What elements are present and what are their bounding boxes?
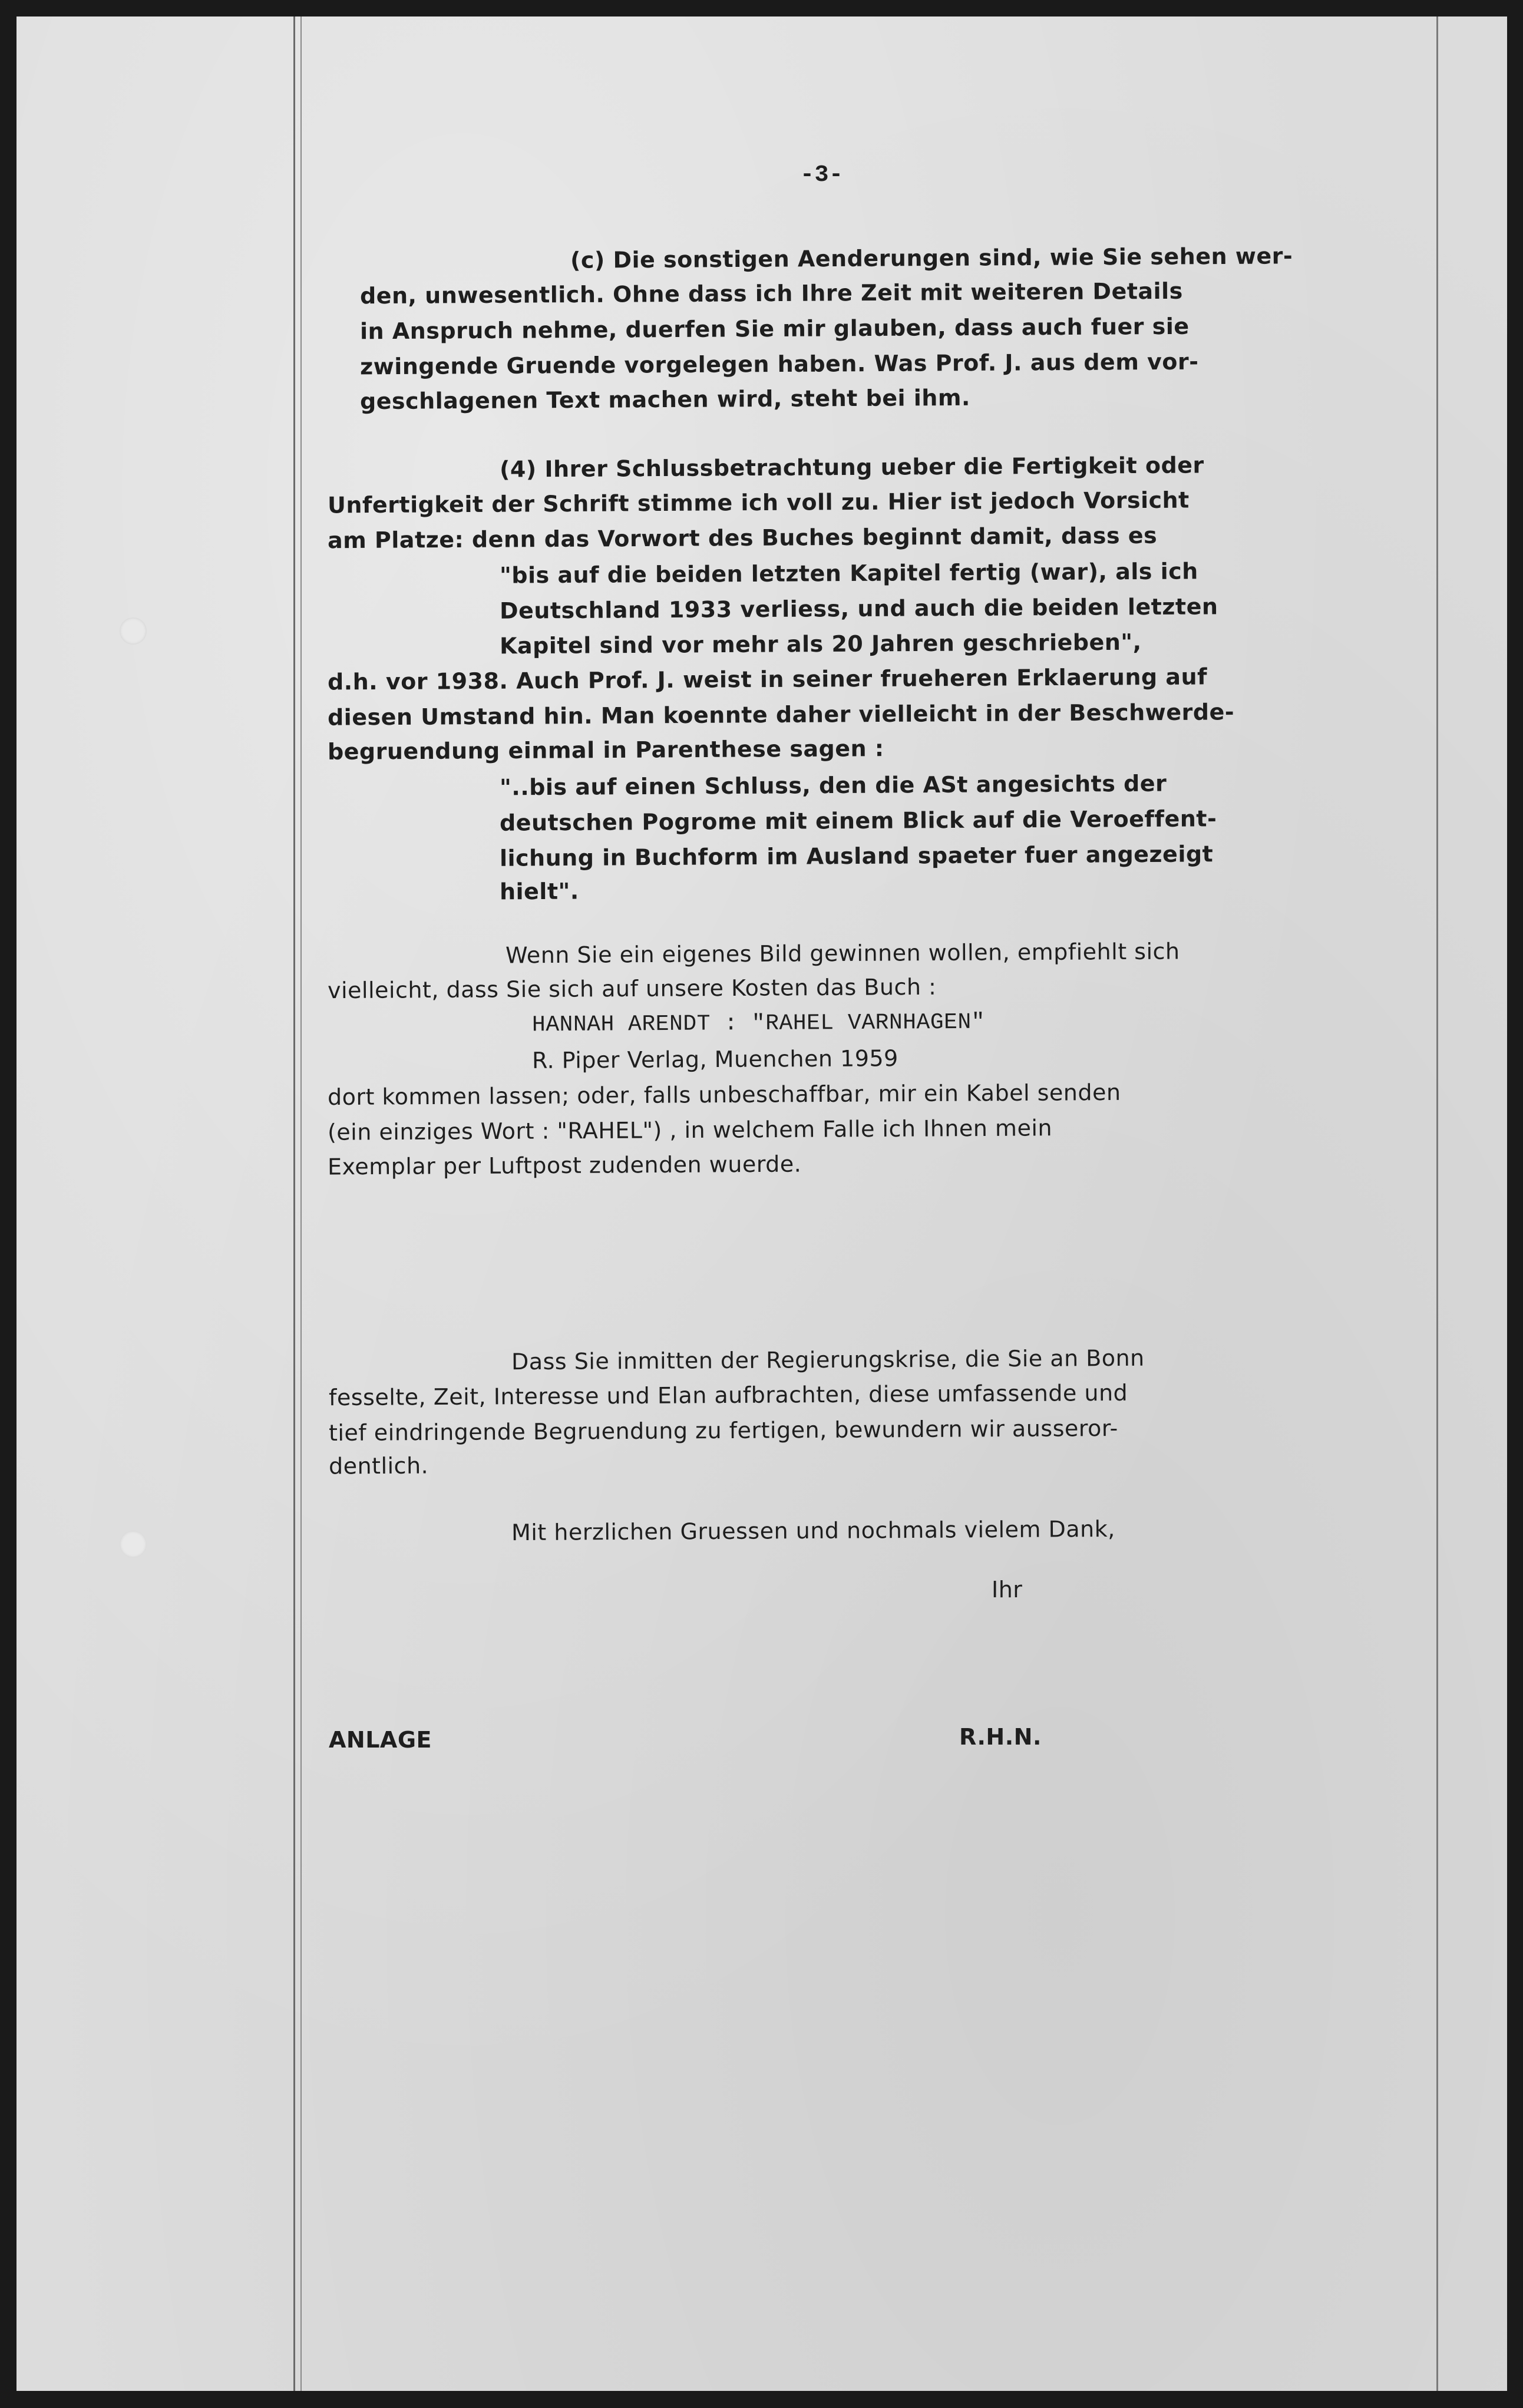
quotation-line: "..bis auf einen Schluss, den die ASt angesichts der — [499, 770, 1167, 801]
thanks-paragraph-line: dentlich. — [328, 1452, 429, 1479]
margin-rule — [293, 16, 295, 2391]
section-4-line: begruendung einmal in Parenthese sagen : — [327, 735, 884, 765]
quotation-line: "bis auf die beiden letzten Kapitel fertig (war), als ich — [499, 558, 1198, 589]
section-c-line: den, unwesentlich. Ohne dass ich Ihre Zeit mit weiteren Details — [359, 278, 1183, 309]
book-paragraph-line: vielleicht, dass Sie sich auf unsere Kosten das Buch : — [327, 973, 937, 1004]
punch-hole — [120, 1531, 147, 1558]
section-4-line: am Platze: denn das Vorwort des Buches beginnt damit, dass es — [327, 522, 1158, 554]
section-c-line: geschlagenen Text machen wird, steht bei ihm. — [359, 384, 971, 415]
section-4-line: (4) Ihrer Schlussbetrachtung ueber die Fertigkeit oder — [499, 452, 1204, 483]
quotation-line: lichung in Buchform im Ausland spaeter fuer angezeigt — [499, 841, 1214, 871]
section-4-line: d.h. vor 1938. Auch Prof. J. weist in seiner frueheren Erklaerung auf — [327, 663, 1208, 695]
book-paragraph-line: dort kommen lassen; oder, falls unbeschaffbar, mir ein Kabel senden — [327, 1079, 1121, 1111]
quotation-line: hielt". — [499, 878, 579, 905]
thanks-paragraph-line: fesselte, Zeit, Interesse und Elan aufbrachten, diese umfassende und — [328, 1379, 1128, 1411]
book-paragraph-line: (ein einziges Wort : "RAHEL") , in welchem Falle ich Ihnen mein — [327, 1115, 1053, 1145]
section-4-line: diesen Umstand hin. Man koennte daher vielleicht in der Beschwerde- — [327, 699, 1235, 731]
closing-line: Mit herzlichen Gruessen und nochmals vielem Dank, — [511, 1515, 1115, 1546]
quotation-line: Deutschland 1933 verliess, und auch die beiden letzten — [499, 593, 1218, 624]
section-4-line: Unfertigkeit der Schrift stimme ich voll zu. Hier ist jedoch Vorsicht — [327, 487, 1190, 518]
document-page — [16, 16, 1507, 2391]
thanks-paragraph-line: tief eindringende Begruendung zu fertigen, bewundern wir ausseror- — [328, 1415, 1118, 1446]
section-c-line: zwingende Gruende vorgelegen haben. Was Prof. J. aus dem vor- — [359, 348, 1199, 380]
quotation-line: deutschen Pogrome mit einem Blick auf die Veroeffent- — [499, 805, 1217, 836]
section-c-line: in Anspruch nehme, duerfen Sie mir glauben, dass auch fuer sie — [359, 313, 1190, 345]
quotation-line: Kapitel sind vor mehr als 20 Jahren geschrieben", — [499, 629, 1142, 659]
book-publisher-line: R. Piper Verlag, Muenchen 1959 — [531, 1045, 898, 1073]
signature-initials: R.H.N. — [959, 1724, 1042, 1750]
valediction: Ihr — [992, 1577, 1023, 1603]
book-paragraph-line: Wenn Sie ein eigenes Bild gewinnen wollen, empfiehlt sich — [505, 938, 1180, 969]
margin-rule — [1436, 16, 1438, 2391]
thanks-paragraph-line: Dass Sie inmitten der Regierungskrise, die Sie an Bonn — [511, 1345, 1145, 1375]
punch-hole — [120, 617, 147, 645]
page-number: -3- — [800, 162, 844, 189]
enclosure-label: ANLAGE — [329, 1727, 432, 1753]
section-c-line: (c) Die sonstigen Aenderungen sind, wie Sie sehen wer- — [570, 243, 1293, 273]
book-title-line: HANNAH ARENDT : "RAHEL VARNHAGEN" — [531, 1009, 986, 1038]
margin-rule — [300, 16, 302, 2391]
book-paragraph-line: Exemplar per Luftpost zudenden wuerde. — [327, 1151, 802, 1180]
